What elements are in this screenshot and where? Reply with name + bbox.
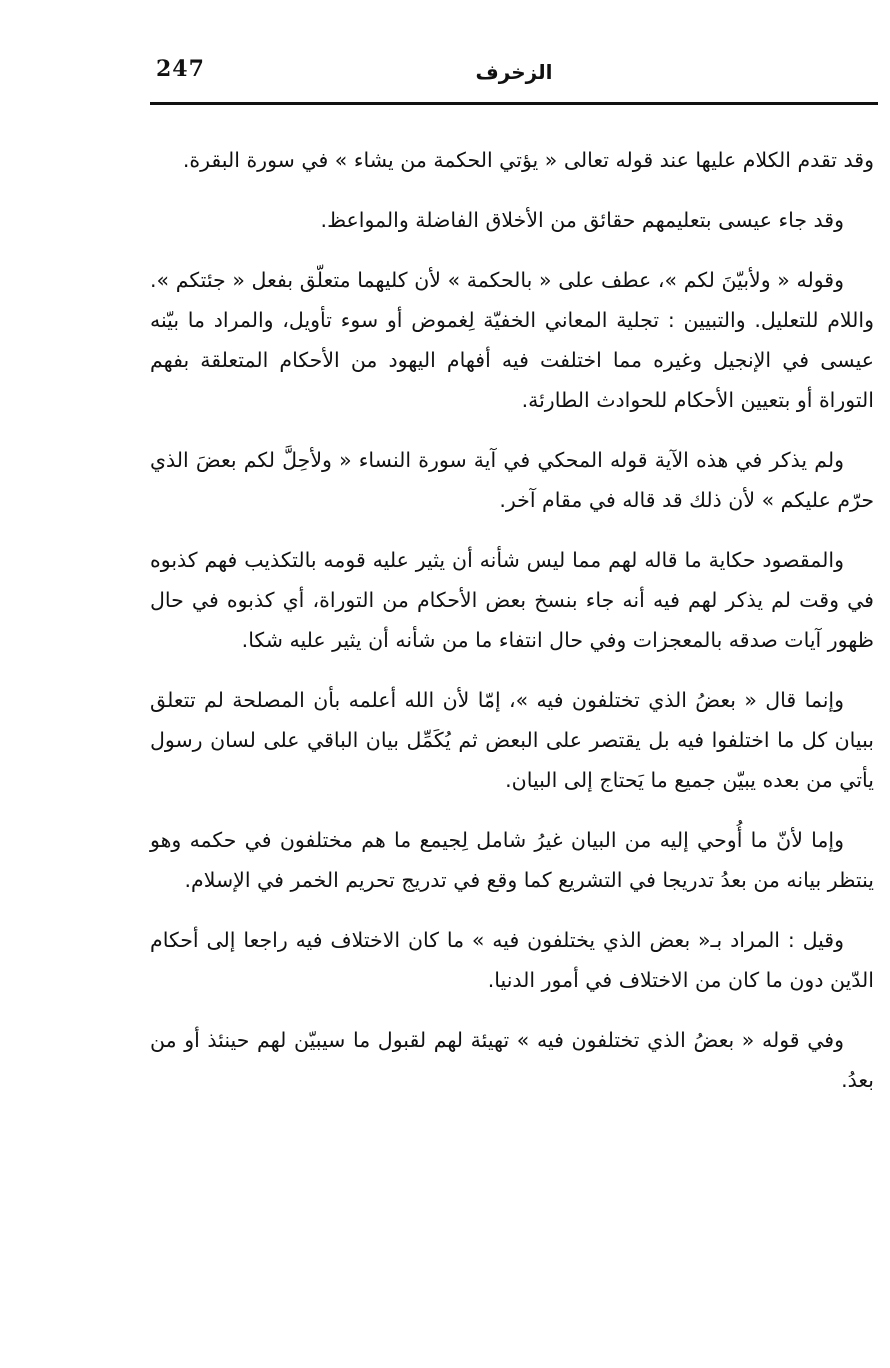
paragraph: والمقصود حكاية ما قاله لهم مما ليس شأنه أن يثير عليه قومه بالتكذيب فهم كذبوه في وقت لم يذكر لهم فيه أنه جاء بنسخ بعض الأحكام من التوراة، أي كذبوه في حال ظهور آيات صدقه بالمعجزات وفي حال انتفاء ما من شأنه أن يثير عليه شكا. [150,548,874,652]
paragraph: وقيل : المراد بـ« بعض الذي يختلفون فيه » ما كان الاختلاف فيه راجعا إلى أحكام الدّين دون ما كان من الاختلاف في أمور الدنيا. [150,928,874,992]
header-divider [150,102,878,105]
body-text [150,140,874,1120]
paragraph: وإما لأنّ ما أُوحي إليه من البيان غيرُ شامل لِجيمع ما هم مختلفون في حكمه وهو ينتظر بيانه من بعدُ تدريجا في التشريع كما وقع في تدريج تحريم الخمر في الإسلام. [150,828,874,892]
page-header [150,50,878,96]
paragraph: وقد تقدم الكلام عليها عند قوله تعالى « يؤتي الحكمة من يشاء » في سورة البقرة. [182,148,874,172]
paragraph: وإنما قال « بعضُ الذي تختلفون فيه »، إمّا لأن الله أعلمه بأن المصلحة لم تتعلق ببيان كل ما اختلفوا فيه بل يقتصر على البعض ثم يُكَمِّل بيان الباقي على لسان رسول يأتي من بعده يبيّن جميع ما يَحتاج إلى البيان. [150,688,874,792]
paragraph: ولم يذكر في هذه الآية قوله المحكي في آية سورة النساء « ولأحِلَّ لكم بعضَ الذي حرّم عليكم » لأن ذلك قد قاله في مقام آخر. [150,448,874,512]
paragraph: وقوله « ولأبيّنَ لكم »، عطف على « بالحكمة » لأن كليهما متعلّق بفعل « جئتكم ». واللام للتعليل. والتبيين : تجلية المعاني الخفيّة لِغموض أو سوء تأويل، والمراد ما بيّنه عيسى في الإنجيل وغيره مما اختلفت فيه أفهام اليهود من الأحكام المتعلقة بفهم التوراة أو بتعيين الأحكام للحوادث الطارئة. [150,268,874,412]
paragraph: وفي قوله « بعضُ الذي تختلفون فيه » تهيئة لهم لقبول ما سيبيّن لهم حينئذ أو من بعدُ. [150,1028,874,1092]
page-number: 247 [156,56,205,82]
paragraph: وقد جاء عيسى بتعليمهم حقائق من الأخلاق الفاضلة والمواعظ. [320,208,844,232]
chapter-title: الزخرف [475,60,553,84]
